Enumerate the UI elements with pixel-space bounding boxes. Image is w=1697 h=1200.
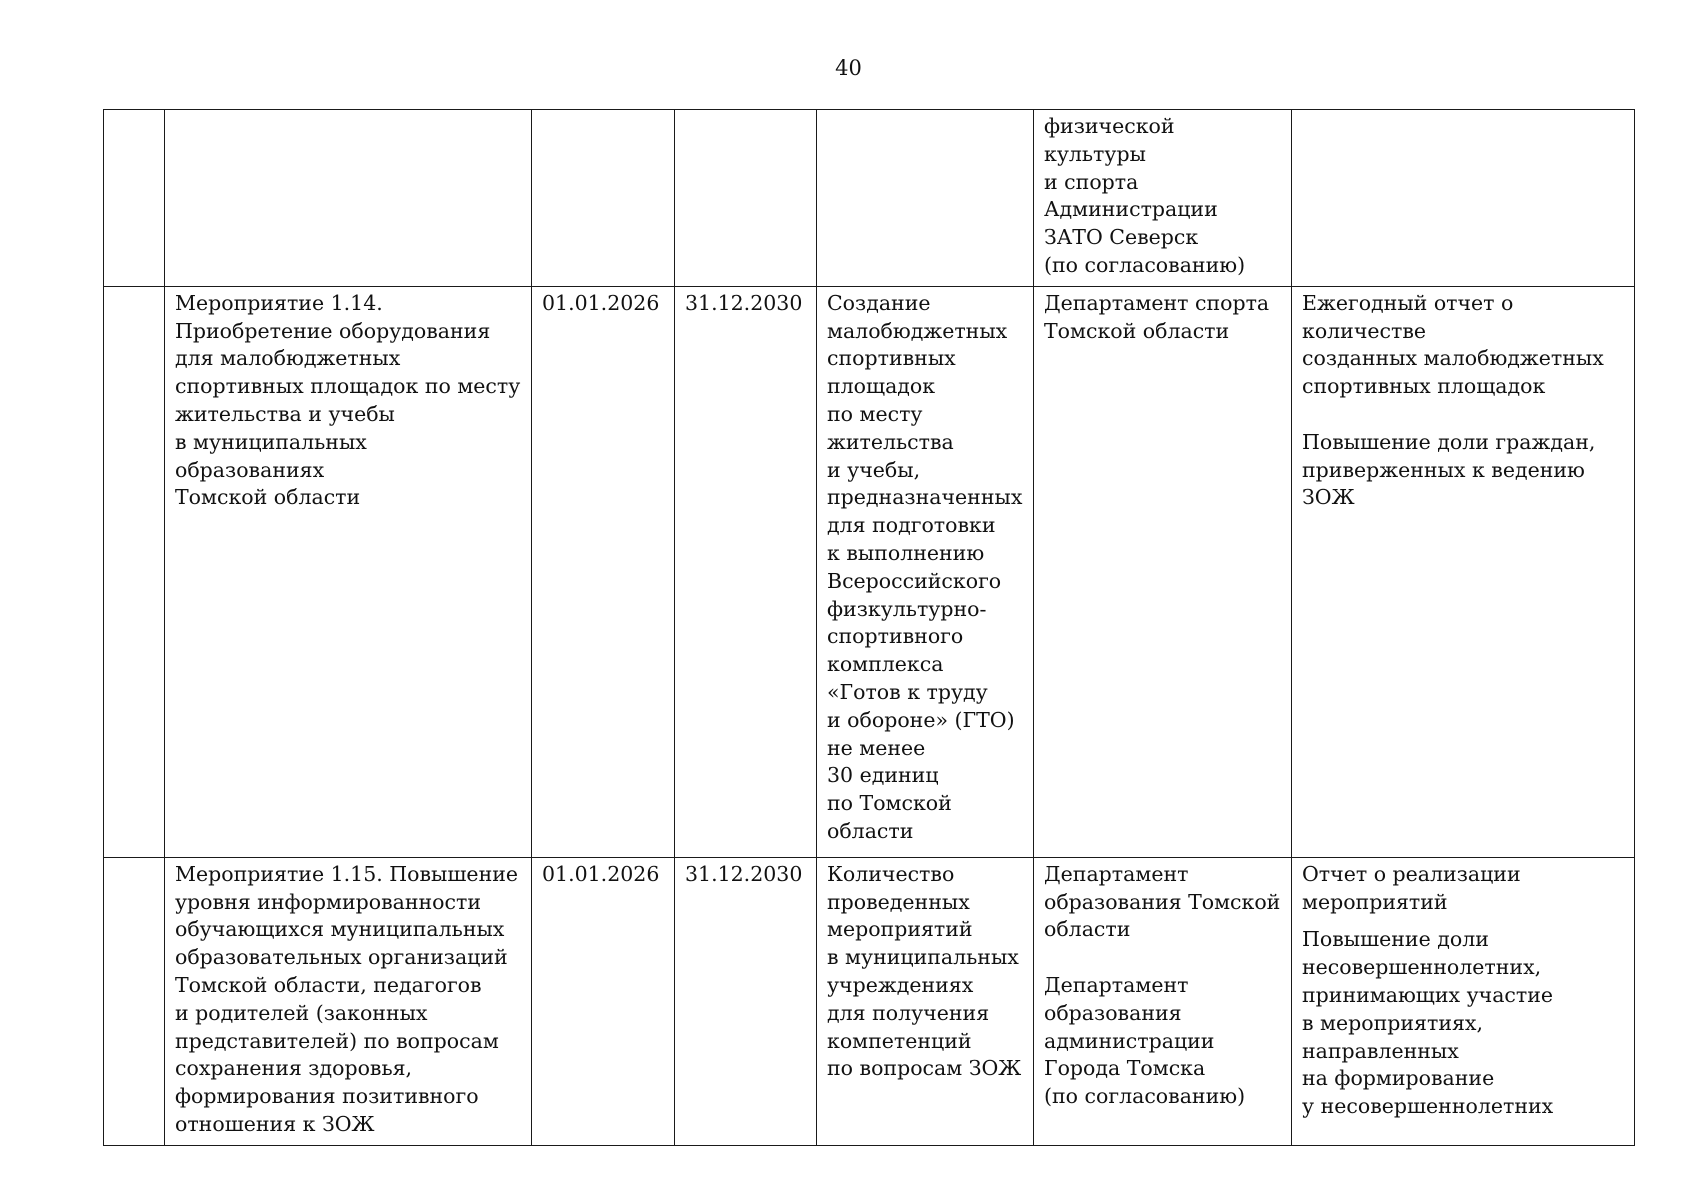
start-date-cell: 01.01.2026 — [532, 286, 675, 857]
indicator-cell: Количество проведенных мероприятий в муниципальных учреждениях для получения компетенций по вопросам ЗОЖ — [817, 857, 1034, 1145]
page-number: 40 — [835, 56, 862, 80]
end-date-cell — [675, 110, 817, 287]
event-cell — [165, 110, 532, 287]
result-cell — [1292, 857, 1635, 1145]
table-row — [104, 857, 1635, 1145]
result-text: Повышение доли несовершеннолетних, принимающих участие в мероприятиях, направленных на формирование у несовершеннолетних — [1302, 927, 1554, 1119]
result-text: Отчет о реализации мероприятий — [1302, 861, 1521, 914]
table-row — [104, 286, 1635, 857]
row-number-cell — [104, 857, 165, 1145]
executor-cell: физической культуры и спорта Администрации ЗАТО Северск (по согласованию) — [1034, 110, 1292, 287]
indicator-cell: Создание малобюджетных спортивных площадок по месту жительства и учебы, предназначенных для подготовки к выполнению Всероссийского физкультурно- спортивного комплекса «Готов к труду и обороне» (ГТО) не менее 30 единиц по Томской области — [817, 286, 1034, 857]
indicator-cell — [817, 110, 1034, 287]
executor-cell: Департамент образования Томской области Департамент образования администрации Города Томска (по согласованию) — [1034, 857, 1292, 1145]
start-date-cell: 01.01.2026 — [532, 857, 675, 1145]
result-cell: Ежегодный отчет о количестве созданных малобюджетных спортивных площадок Повышение доли граждан, приверженных к ведению ЗОЖ — [1292, 286, 1635, 857]
event-cell: Мероприятие 1.14. Приобретение оборудования для малобюджетных спортивных площадок по месту жительства и учебы в муниципальных образованиях Томской области — [165, 286, 532, 857]
activities-table — [103, 109, 1635, 1146]
row-number-cell — [104, 286, 165, 857]
result-cell — [1292, 110, 1635, 287]
table-row — [104, 110, 1635, 287]
start-date-cell — [532, 110, 675, 287]
event-cell: Мероприятие 1.15. Повышение уровня информированности обучающихся муниципальных образовательных организаций Томской области, педагогов и родителей (законных представителей) по вопросам сохранения здоровья, формирования позитивного отношения к ЗОЖ — [165, 857, 532, 1145]
end-date-cell: 31.12.2030 — [675, 857, 817, 1145]
row-number-cell — [104, 110, 165, 287]
executor-cell: Департамент спорта Томской области — [1034, 286, 1292, 857]
end-date-cell: 31.12.2030 — [675, 286, 817, 857]
